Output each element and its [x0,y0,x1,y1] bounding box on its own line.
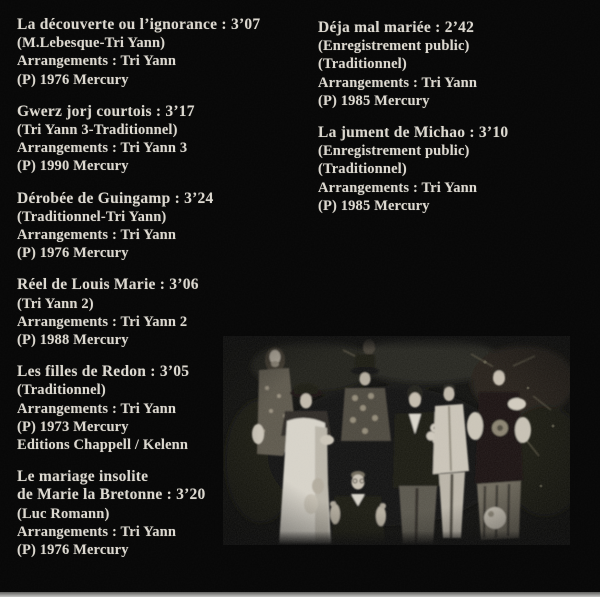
track-entry [17,103,312,176]
track-credit: (Luc Romann) [17,505,110,522]
track-title-line: de Marie la Bretonne : 3’20 [17,486,206,504]
track-title-line: Le mariage insolite [17,468,149,486]
track-credit: Arrangements : Tri Yann [17,53,177,70]
track-credit: (Tri Yann 2) [17,295,94,312]
track-credit: Arrangements : Tri Yann 3 [17,140,188,157]
track-credit: Editions Chappell / Kelenn [17,437,189,454]
track-title-line: Les filles de Redon : 3’05 [17,363,190,381]
track-entry [17,16,312,89]
track-credit: Arrangements : Tri Yann [17,400,177,417]
track-credit: (Tri Yann 3-Traditionnel) [17,122,178,139]
track-credit: (M.Lebesque-Tri Yann) [17,35,166,52]
track-credit: (Enregistrement public) [318,38,470,55]
track-credit: (P) 1976 Mercury [17,71,129,88]
track-title [17,276,312,294]
track-credit: Arrangements : Tri Yann [318,179,478,196]
track-entry [318,124,593,215]
track-credit: (Traditionnel) [318,161,407,178]
track-credit: (Traditionnel) [17,382,106,399]
track-credit: (Traditionnel-Tri Yann) [17,208,167,225]
band-photo-illustration [223,336,570,545]
track-credit: (P) 1973 Mercury [17,418,129,435]
track-title [17,103,312,121]
tracklist-right-column [318,19,593,229]
track-title [17,190,312,208]
scan-edge-strip [0,592,600,597]
track-credit: Arrangements : Tri Yann [17,523,177,540]
track-credit: Arrangements : Tri Yann [318,74,478,91]
track-credit: (P) 1976 Mercury [17,245,129,262]
track-credit: (P) 1988 Mercury [17,332,129,349]
track-entry [318,19,593,110]
track-title-line: Gwerz jorj courtois : 3’17 [17,102,195,120]
track-title-line: Réel de Louis Marie : 3’06 [17,276,199,294]
band-photo [223,336,570,545]
track-credit: Arrangements : Tri Yann [17,227,177,244]
track-entry [17,190,312,263]
track-credit: (Traditionnel) [318,56,407,73]
track-title-line: Déja mal mariée : 2’42 [318,19,475,36]
track-credit: (Enregistrement public) [318,143,470,160]
track-title [318,19,593,37]
track-credit: (P) 1990 Mercury [17,158,129,175]
track-title-line: La jument de Michao : 3’10 [318,124,509,142]
track-title [17,16,312,34]
track-title-line: La découverte ou l’ignorance : 3’07 [17,16,261,33]
track-credit: (P) 1985 Mercury [318,197,430,214]
track-credit: (P) 1976 Mercury [17,542,129,559]
track-credit: Arrangements : Tri Yann 2 [17,313,188,330]
track-credit: (P) 1985 Mercury [318,92,430,109]
track-title [318,124,593,142]
track-title-line: Dérobée de Guingamp : 3’24 [17,189,214,207]
